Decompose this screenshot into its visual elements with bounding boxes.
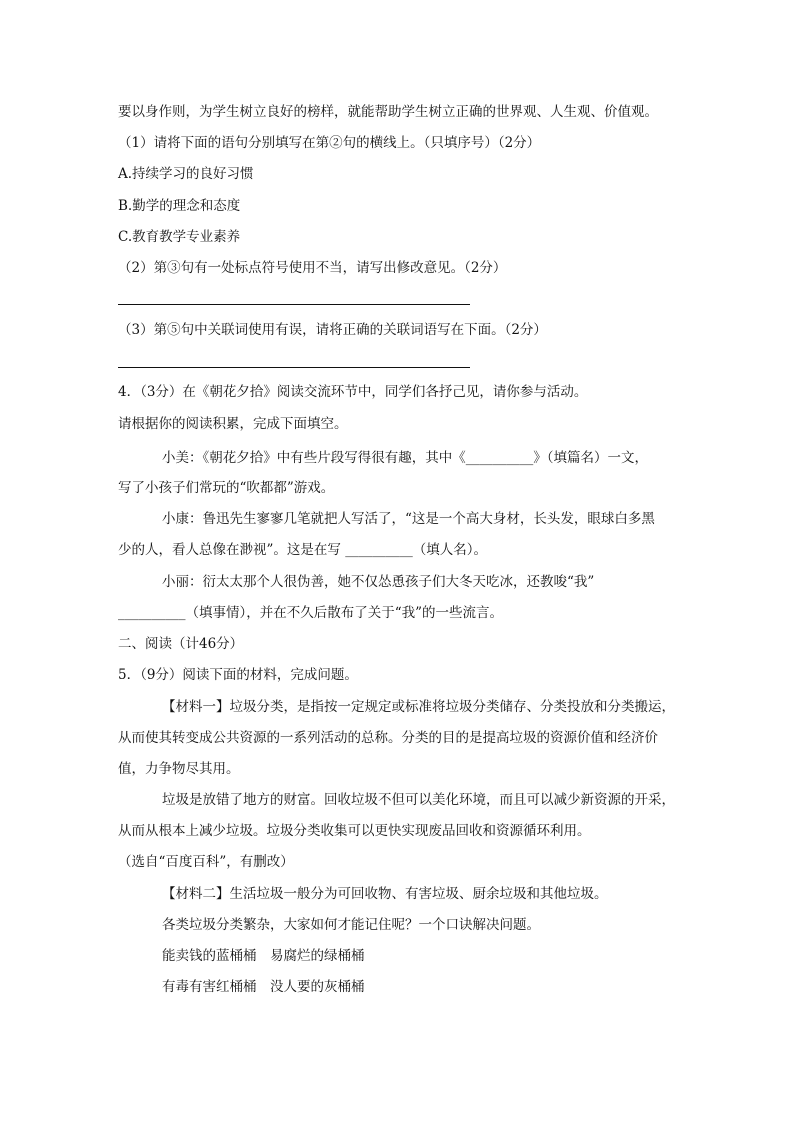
text-line: __________（填事情），并在不久后散布了关于“我”的一些流言。 xyxy=(118,605,504,621)
text-line: 写了小孩子们常玩的“吹都都”游戏。 xyxy=(118,480,335,496)
question-5: 5．（9分）阅读下面的材料，完成问题。 xyxy=(118,667,358,683)
question-3-2: （2）第③句有一处标点符号使用不当，请写出修改意见。（2分） xyxy=(118,260,507,276)
text-line: 要以身作则，为学生树立良好的榜样，就能帮助学生树立正确的世界观、人生观、价值观。 xyxy=(118,104,658,120)
text-line: 【材料一】垃圾分类，是指按一定规定或标准将垃圾分类储存、分类投放和分类搬运， xyxy=(162,699,675,715)
question-3-1: （1）请将下面的语句分别填写在第②句的横线上。（只填序号）（2分） xyxy=(118,135,541,151)
source-note: （选自“百度百科”，有删改） xyxy=(118,854,294,870)
option-a: A.持续学习的良好习惯 xyxy=(118,166,254,182)
text-line: 请根据你的阅读积累，完成下面填空。 xyxy=(118,416,348,432)
option-b: B.勤学的理念和态度 xyxy=(118,198,241,214)
question-4: 4．（3分）在《朝花夕拾》阅读交流环节中，同学们各抒己见，请你参与活动。 xyxy=(118,384,588,400)
answer-line-1 xyxy=(118,304,470,305)
section-heading: 二、阅读（计46分） xyxy=(118,636,244,652)
question-3-3: （3）第⑤句中关联词使用有误，请将正确的关联词语写在下面。（2分） xyxy=(118,322,547,338)
text-line: 小丽：衍太太那个人很伪善，她不仅怂恿孩子们大冬天吃冰，还教唆“我” xyxy=(162,574,595,590)
text-line: 少的人，看人总像在渺视”。这是在写 __________（填人名）。 xyxy=(118,542,487,558)
text-line: 小美：《朝花夕拾》中有些片段写得很有趣，其中《__________》（填篇名）一文， xyxy=(162,450,648,466)
text-line: 从而从根本上减少垃圾。垃圾分类收集可以更快实现废品回收和资源循环利用。 xyxy=(118,823,591,839)
text-line: 从而使其转变成公共资源的一系列活动的总称。分类的目的是提高垃圾的资源价值和经济价 xyxy=(118,730,658,746)
option-c: C.教育教学专业素养 xyxy=(118,229,241,245)
text-line: 各类垃圾分类繁杂，大家如何才能记住呢？一个口诀解决问题。 xyxy=(162,917,540,933)
answer-line-2 xyxy=(118,367,470,368)
rhyme-line: 能卖钱的蓝桶桶 易腐烂的绿桶桶 xyxy=(162,948,365,964)
text-line: 垃圾是放错了地方的财富。回收垃圾不但可以美化环境，而且可以减少新资源的开采， xyxy=(162,792,675,808)
text-line: 小康：鲁迅先生寥寥几笔就把人写活了，“这是一个高大身材，长头发，眼球白多黑 xyxy=(162,511,655,527)
rhyme-line: 有毒有害红桶桶 没人要的灰桶桶 xyxy=(162,979,365,995)
text-line: 值，力争物尽其用。 xyxy=(118,761,240,777)
text-line: 【材料二】生活垃圾一般分为可回收物、有害垃圾、厨余垃圾和其他垃圾。 xyxy=(162,886,608,902)
